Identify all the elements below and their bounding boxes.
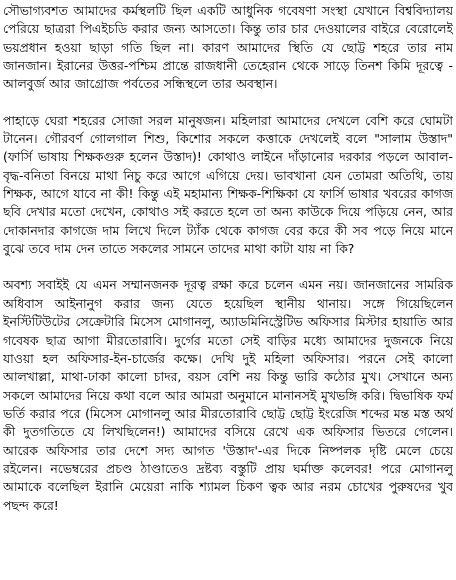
paragraph-workplace-zanjan: সৌভাগ্যবশত আমাদের কর্মস্থলটি ছিল একটি আধুনিক গবেষণা সংস্থা যেখানে বিশ্ববিদ্যালয় পেরিয়ে ছাত্ররা পিএইচডি করার জন্য আসতো। কিন্তু তার চার দেওয়ালের বাইরে বেরোলেই ভয়প্রধান হওয়া ছাড়া গতি ছিল না। কারণ আমাদের স্থিতি যে ছোট্ট শহরে তার নাম জানজান। ইরানের উত্তর-পশ্চিম প্রান্তে রাজধানী তেহেরান থেকে সাড়ে তিনশ কিমি দূরত্বে - আলবুর্জ আর জাগ্রোজ পর্বতের সন্ধিস্থলে তার অবস্থান। bbox=[3, 3, 453, 92]
document-page bbox=[3, 2, 453, 578]
paragraph-townspeople: পাহাড়ে ঘেরা শহরের সোজা সরল মানুষজন। মহিলারা আমাদের দেখলে বেশি করে ঘোমটা টানেন। গৌরবর্ণ গোলগাল শিশু, কিশোর সকলে কত্তাকে দেখলেই বলে "সালাম উস্তাদ" (ফার্সি ভাষায় শিক্ষকগুরু হলেন উস্তাদ)! কোথাও লাইনে দাঁড়ানোর দরকার পড়লে আবাল-বৃদ্ধ-বনিতা বিনয়ে মাথা নিচু করে আগে এগিয়ে দেয়। ভাবখানা যেন তোমরা অতিথি, তায় শিক্ষক, আগে যাবে না কী! কিন্তু এই মহামান্য শিক্ষক-শিক্ষিকা যে ফার্সি ভাষার খবরের কাগজ ছবি দেখার মতো দেখেন, কোথাও সই করতে হলে তা অন্য কাউকে দিয়ে পড়িয়ে নেন, আর দোকানদার কাগজে দাম লিখে দিলে ট্যাঁক থেকে কাগজ বের করে কী সব পড়ে নিয়ে মানে বুঝে তবে দাম দেন তাতে সকলের সামনে তাদের মাথা কাটা যায় না কি? bbox=[3, 112, 453, 257]
paragraph-police-station: অবশ্য সবাইই যে এমন সম্মানজনক দূরত্ব রক্ষা করে চলেন এমন নয়। জানজানের সামরিক অধিবাস আইনানুগ করার জন্য যেতে হয়েছিল স্থানীয় থানায়। সঙ্গে গিয়েছিলেন ইনস্টিটিউটের সেক্রেটারি মিসেস মোগানলু, অ্যাডমিনিস্ট্রেটিভ অফিসার মিস্টার হায়াতি আর গবেষক ছাত্র আগা মীরতোরাবি। দুর্গের মতো সেই বাড়ির মধ্যে আমাদের দুজনকে নিয়ে যাওয়া হল অফিসার-ইন-চার্জের কক্ষে। দেখি দুই মহিলা অফিসার। পরনে সেই কালো আলখাল্লা, মাথা-ঢাকা কালো চাদর, বয়স বেশি নয় কিন্তু ভারি কঠোর মুখ। সেখানে অন্য সকলে আমাদের নিয়ে কথা বলে আর আমরা অনুমানে মানানসই মুখভঙ্গি করি। দ্বিভাষিক ফর্ম ভর্তি করার পরে (মিসেস মোগানলু আর মীরতোরাবি ছোট্ট ছোট্ট ইংরেজি শব্দের মন্ত মস্ত অর্থ কী দুতগতিতে যে লিখছিলেন!) আমাদের বসিয়ে রেখে এক অফিসার ভিতরে গেলেন। আরেক অফিসার তার দেশে সদ্য আগত 'উস্তাদ'-এর দিকে নিষ্পলক দৃষ্টি মেলে চেয়ে রইলেন। নভেম্বরের প্রচণ্ড ঠাণ্ডাতেও দ্রষ্টব্য বস্তুটি প্রায় ঘর্মাক্ত কলেবর! পরে মোগানলু আমাকে বলেছিল ইরানি মেয়েরা নাকি শ্যামল চিকণ ত্বক আর নরম চোখের পুরুষদের খুব পছন্দ করে! bbox=[3, 277, 453, 513]
